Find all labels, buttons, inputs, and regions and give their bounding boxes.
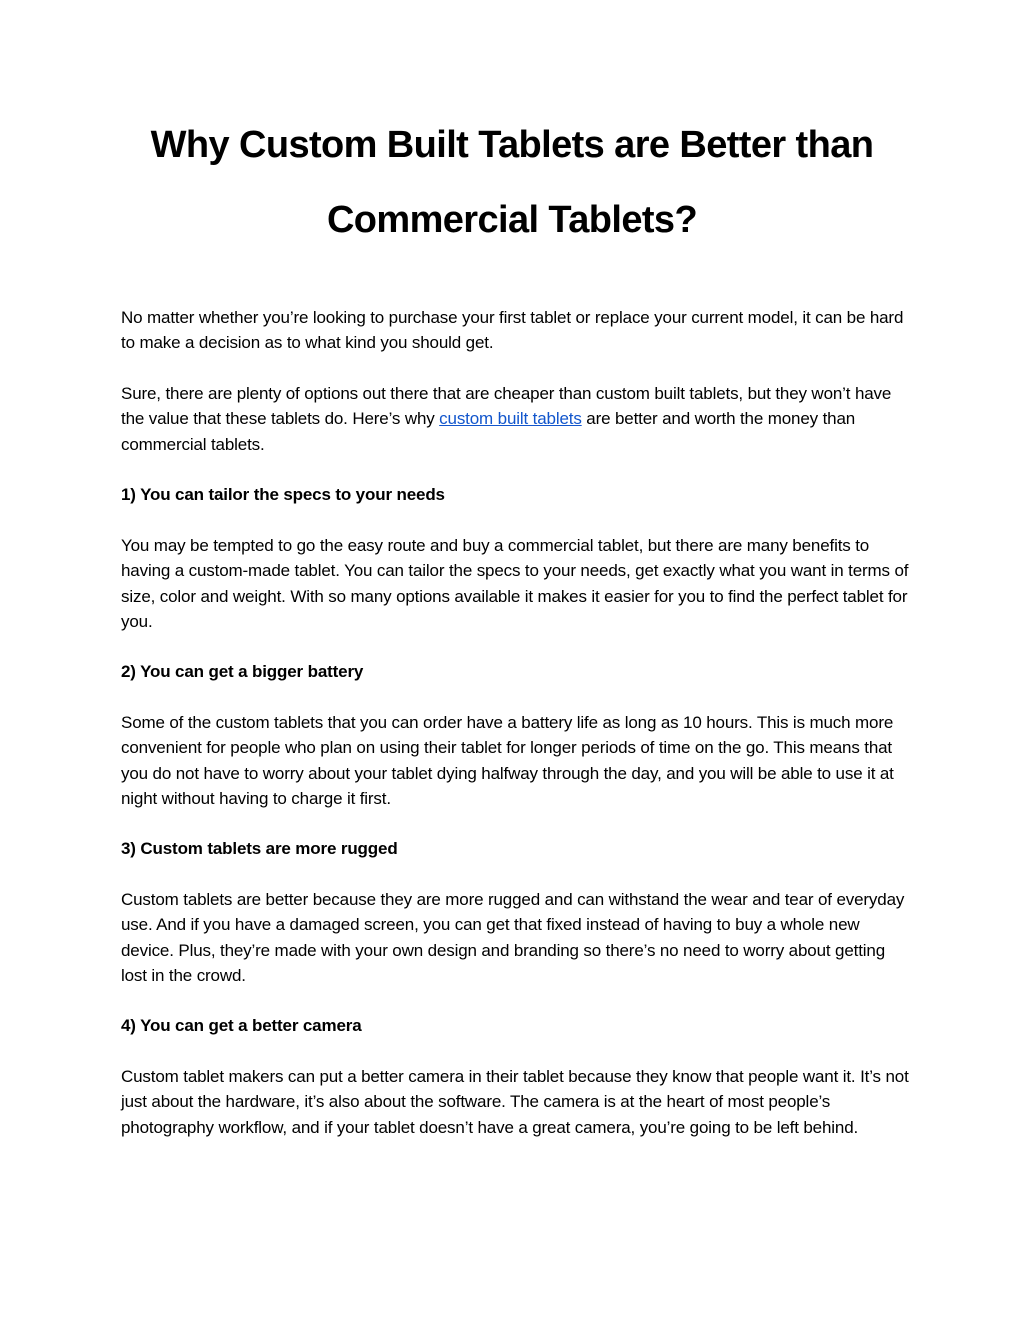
section-heading-4: 4) You can get a better camera	[121, 1016, 362, 1035]
section-heading-2: 2) You can get a bigger battery	[121, 662, 364, 681]
page-title: Why Custom Built Tablets are Better than Commercial Tablets?	[150, 124, 874, 241]
custom-built-tablets-link[interactable]: custom built tablets	[439, 409, 582, 429]
intro-paragraph-2	[121, 381, 911, 457]
section-body-4: Custom tablet makers can put a better camera in their tablet because they know that people want it. It’s not just about the hardware, it’s also about the software. The camera is at the heart of most people’s photography workflow, and if your tablet doesn’t have a great camera, you’re going to be left behind.	[121, 1067, 909, 1137]
section-heading-1: 1) You can tailor the specs to your needs	[121, 485, 445, 504]
section-body-1: You may be tempted to go the easy route and buy a commercial tablet, but there are many benefits to having a custom-made tablet. You can tailor the specs to your needs, get exactly what you want in terms of size, color and weight. With so many options available it makes it easier for you to find the perfect tablet for you.	[121, 536, 909, 632]
section-heading-3: 3) Custom tablets are more rugged	[121, 839, 398, 858]
intro-paragraph-1: No matter whether you’re looking to purchase your first tablet or replace your current model, it can be hard to make a decision as to what kind you should get.	[121, 308, 904, 353]
intro-paragraph-2-text-before: Sure, there are plenty of options out there that are cheaper than custom built tablets, but they won’t have the value that these tablets do. Here’s why	[121, 384, 892, 429]
section-body-2: Some of the custom tablets that you can order have a battery life as long as 10 hours. This is much more convenient for people who plan on using their tablet for longer periods of time on the go. This means that you do not have to worry about your tablet dying halfway through the day, and you will be able to use it at night without having to charge it first.	[121, 713, 894, 809]
section-body-3: Custom tablets are better because they are more rugged and can withstand the wear and tear of everyday use. And if you have a damaged screen, you can get that fixed instead of having to buy a whole new device. Plus, they’re made with your own design and branding so there’s no need to worry about getting lost in the crowd.	[121, 890, 905, 986]
intro-paragraph-2-text-after: are better and worth the money than commercial tablets.	[121, 409, 856, 454]
